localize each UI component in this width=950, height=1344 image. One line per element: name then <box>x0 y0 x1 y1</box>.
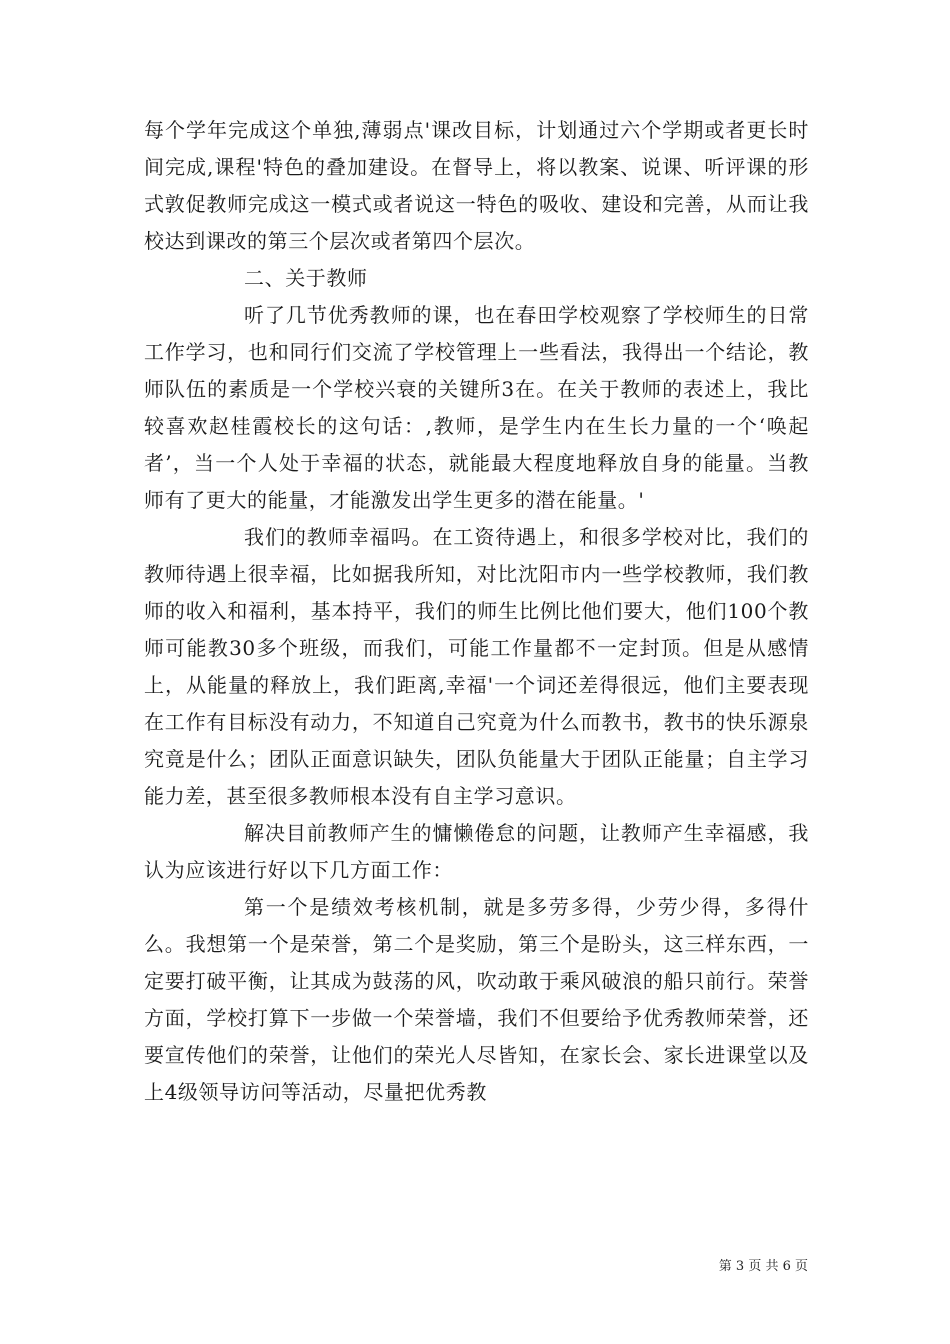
page-number-footer: 第 3 页 共 6 页 <box>718 1259 808 1274</box>
section-heading-teachers: 二、关于教师 <box>244 266 368 290</box>
paragraph-5: 第一个是绩效考核机制，就是多劳多得，少劳少得，多得什么。我想第一个是荣誉，第二个是奖励，第三个是盼头，这三样东西，一定要打破平衡，让其成为鼓荡的风，吹动敢于乘风破浪的船只前行。荣誉方面，学校打算下一步做一个荣誉墙，我们不但要给予优秀教师荣誉，还要宣传他们的荣誉，让他们的荣光人尽皆知，在家长会、家长进课堂以及上4级领导访问等活动，尽量把优秀教 <box>144 895 809 1104</box>
document-body <box>144 112 809 1111</box>
paragraph-4: 解决目前教师产生的慵懒倦怠的问题，让教师产生幸福感，我认为应该进行好以下几方面工作： <box>144 821 809 882</box>
paragraph-2: 听了几节优秀教师的课，也在春田学校观察了学校师生的日常工作学习，也和同行们交流了学校管理上一些看法，我得出一个结论，教师队伍的素质是一个学校兴衰的关键所3在。在关于教师的表述上，我比较喜欢赵桂霞校长的这句话：,教师，是学生内在生长力量的一个‘唤起者’，当一个人处于幸福的状态，就能最大程度地释放自身的能量。当教师有了更大的能量，才能激发出学生更多的潜在能量。' <box>144 303 809 512</box>
paragraph-3: 我们的教师幸福吗。在工资待遇上，和很多学校对比，我们的教师待遇上很幸福，比如据我所知，对比沈阳市内一些学校教师，我们教师的收入和福利，基本持平，我们的师生比例比他们要大，他们100个教师可能教30多个班级，而我们，可能工作量都不一定封顶。但是从感情上，从能量的释放上，我们距离,幸福'一个词还差得很远，他们主要表现在工作有目标没有动力，不知道自己究竟为什么而教书，教书的快乐源泉究竟是什么；团队正面意识缺失，团队负能量大于团队正能量；自主学习能力差，甚至很多教师根本没有自主学习意识。 <box>144 525 809 808</box>
paragraph-1: 每个学年完成这个单独,薄弱点'课改目标，计划通过六个学期或者更长时间完成,课程'特色的叠加建设。在督导上，将以教案、说课、听评课的形式敦促教师完成这一模式或者说这一特色的吸收、建设和完善，从而让我校达到课改的第三个层次或者第四个层次。 <box>144 118 809 253</box>
